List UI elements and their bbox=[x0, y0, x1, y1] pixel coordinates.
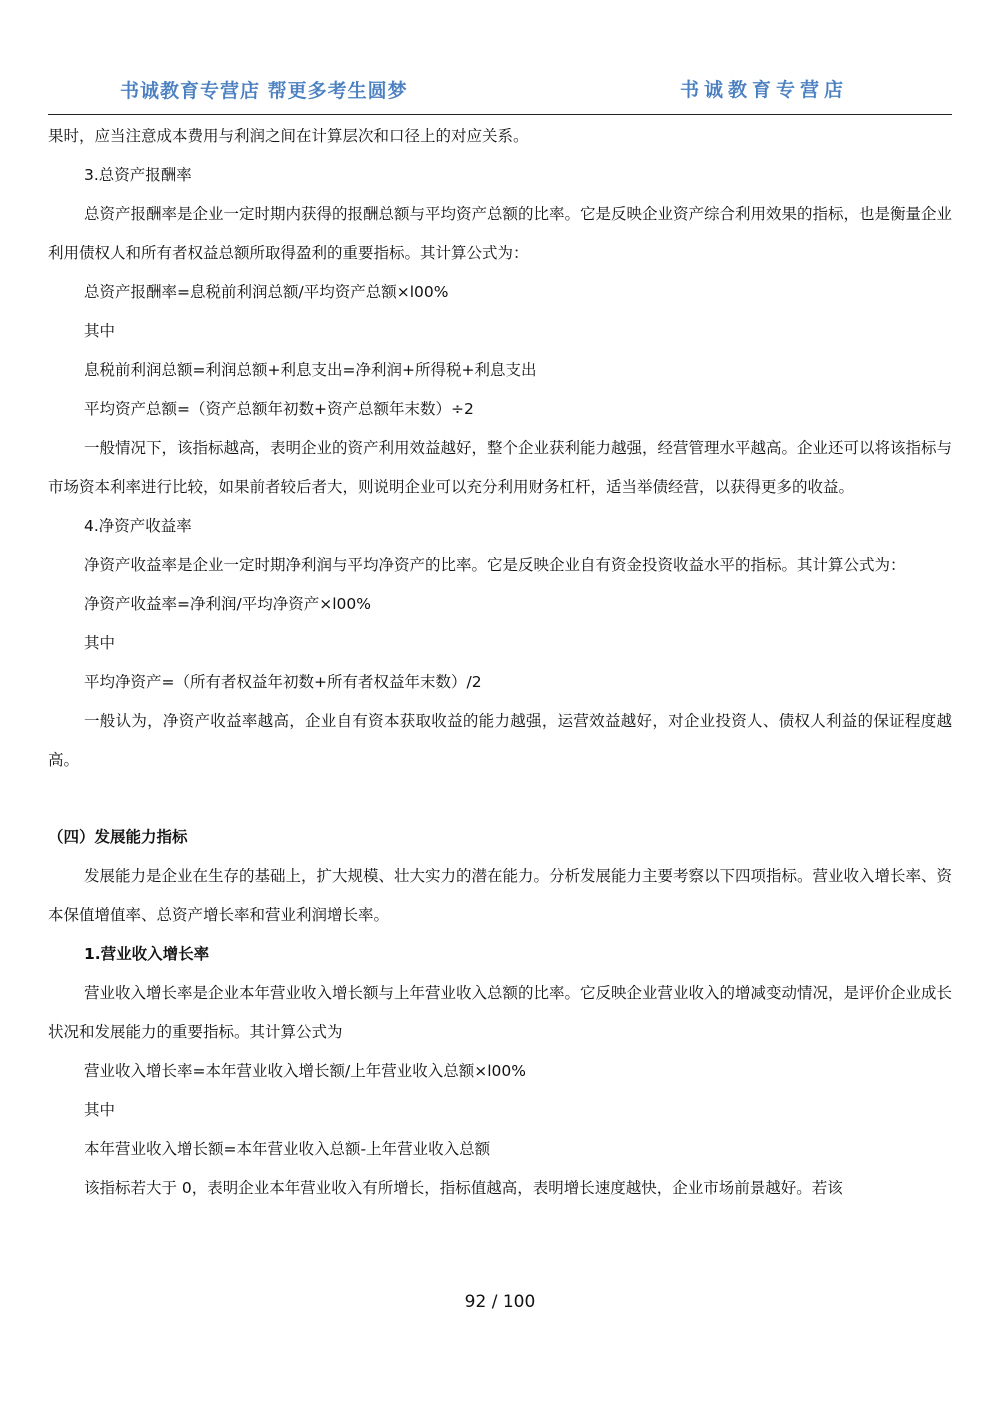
formula-total-asset-return: 总资产报酬率=息税前利润总额/平均资产总额×l00% bbox=[84, 283, 449, 301]
paragraph-total-asset-return-analysis: 一般情况下，该指标越高，表明企业的资产利用效益越好，整个企业获利能力越强，经营管理水平越高。企业还可以将该指标与市场资本利率进行比较，如果前者较后者大，则说明企业可以充分利用财务杠杆，适当举债经营，以获得更多的收益。 bbox=[48, 439, 953, 496]
paragraph-roe-analysis: 一般认为，净资产收益率越高，企业自有资本获取收益的能力越强，运营效益越好，对企业投资人、债权人利益的保证程度越高。 bbox=[48, 712, 952, 769]
header-left-text: 书诚教育专营店 帮更多考生圆梦 bbox=[120, 80, 408, 102]
paragraph-continuation: 果时，应当注意成本费用与利润之间在计算层次和口径上的对应关系。 bbox=[48, 127, 529, 145]
page-total: 100 bbox=[502, 1292, 536, 1312]
page-number bbox=[0, 1292, 1000, 1312]
section-heading-development-capacity: （四）发展能力指标 bbox=[48, 828, 188, 846]
label-where: 其中 bbox=[84, 634, 116, 652]
section-heading-roe: 4.净资产收益率 bbox=[84, 517, 192, 535]
paragraph-revenue-growth-analysis: 该指标若大于 0，表明企业本年营业收入有所增长，指标值越高，表明增长速度越快，企业市场前景越好。若该 bbox=[84, 1179, 843, 1197]
label-where: 其中 bbox=[84, 322, 116, 340]
section-heading-revenue-growth: 1.营业收入增长率 bbox=[84, 945, 210, 963]
label-where: 其中 bbox=[84, 1101, 116, 1119]
document-body bbox=[48, 117, 952, 1208]
paragraph-revenue-growth-def: 营业收入增长率是企业本年营业收入增长额与上年营业收入总额的比率。它反映企业营业收入的增减变动情况，是评价企业成长状况和发展能力的重要指标。其计算公式为 bbox=[48, 984, 953, 1041]
formula-roe: 净资产收益率=净利润/平均净资产×l00% bbox=[84, 595, 371, 613]
paragraph-development-capacity: 发展能力是企业在生存的基础上，扩大规模、壮大实力的潜在能力。分析发展能力主要考察以下四项指标。营业收入增长率、资本保值增值率、总资产增长率和营业利润增长率。 bbox=[48, 867, 953, 924]
paragraph-roe-def: 净资产收益率是企业一定时期净利润与平均净资产的比率。它是反映企业自有资金投资收益水平的指标。其计算公式为： bbox=[84, 556, 906, 574]
formula-average-equity: 平均净资产=（所有者权益年初数+所有者权益年末数）/2 bbox=[84, 673, 482, 691]
page-separator: / bbox=[486, 1292, 503, 1312]
section-heading-total-asset-return: 3.总资产报酬率 bbox=[84, 166, 192, 184]
header-right-text: 书诚教育专营店 bbox=[679, 79, 848, 101]
formula-ebit: 息税前利润总额=利润总额+利息支出=净利润+所得税+利息支出 bbox=[84, 361, 537, 379]
formula-average-assets: 平均资产总额=（资产总额年初数+资产总额年末数）÷2 bbox=[84, 400, 474, 418]
formula-revenue-growth: 营业收入增长率=本年营业收入增长额/上年营业收入总额×l00% bbox=[84, 1062, 526, 1080]
page-current: 92 bbox=[464, 1292, 487, 1312]
spacer bbox=[48, 780, 952, 818]
paragraph-total-asset-return-def: 总资产报酬率是企业一定时期内获得的报酬总额与平均资产总额的比率。它是反映企业资产综合利用效果的指标，也是衡量企业利用债权人和所有者权益总额所取得盈利的重要指标。其计算公式为： bbox=[48, 205, 953, 262]
formula-revenue-increase: 本年营业收入增长额=本年营业收入总额-上年营业收入总额 bbox=[84, 1140, 491, 1158]
page-header bbox=[48, 70, 952, 115]
